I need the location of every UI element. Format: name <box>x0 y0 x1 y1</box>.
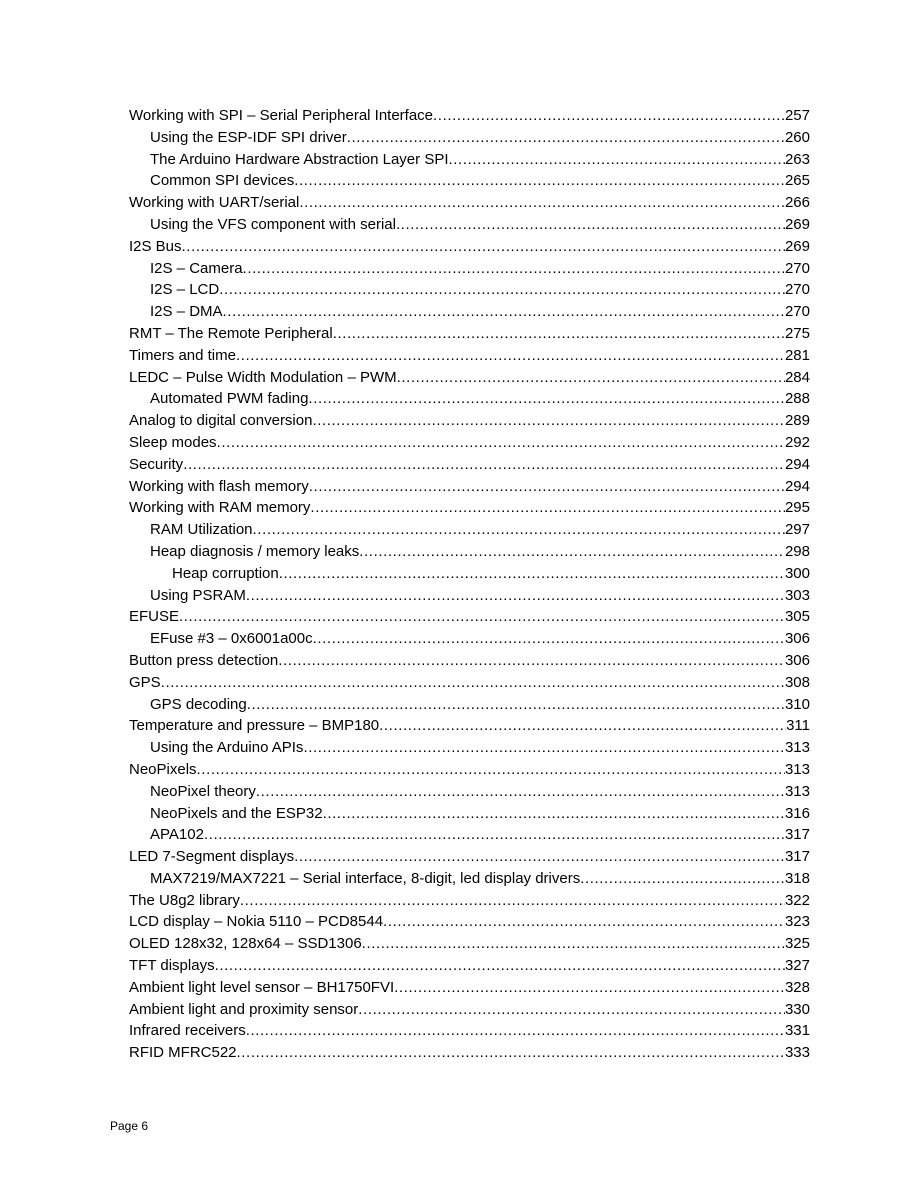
toc-leader-dots <box>197 759 785 781</box>
toc-entry[interactable] <box>129 367 810 389</box>
toc-entry-page: 310 <box>784 695 810 713</box>
toc-entry-title: Working with RAM memory <box>129 499 311 517</box>
toc-leader-dots <box>253 519 785 541</box>
toc-entry[interactable] <box>129 149 810 171</box>
toc-entry-page: 284 <box>784 368 810 386</box>
toc-leader-dots <box>182 236 785 258</box>
toc-entry-title: LCD display – Nokia 5110 – PCD8544 <box>129 913 384 931</box>
toc-entry-title: Using the Arduino APIs <box>150 739 304 757</box>
toc-entry[interactable] <box>129 759 810 781</box>
toc-entry-title: The U8g2 library <box>129 891 240 909</box>
toc-leader-dots <box>246 585 785 607</box>
toc-entry-title: Sleep modes <box>129 433 217 451</box>
toc-entry[interactable] <box>129 519 810 541</box>
toc-entry[interactable] <box>129 737 810 759</box>
toc-entry-title: Heap diagnosis / memory leaks <box>150 542 360 560</box>
toc-entry-title: Working with flash memory <box>129 477 309 495</box>
toc-entry-title: I2S – Camera <box>150 259 243 277</box>
toc-entry-title: Automated PWM fading <box>150 390 309 408</box>
toc-leader-dots <box>347 127 785 149</box>
toc-entry[interactable] <box>129 236 810 258</box>
toc-entry-title: NeoPixels and the ESP32 <box>150 804 323 822</box>
toc-leader-dots <box>433 105 785 127</box>
toc-entry-page: 330 <box>784 1000 810 1018</box>
toc-entry-page: 313 <box>784 782 810 800</box>
toc-entry-page: 318 <box>784 869 810 887</box>
toc-entry-page: 292 <box>784 433 810 451</box>
toc-entry[interactable] <box>129 955 810 977</box>
toc-entry-page: 295 <box>784 499 810 517</box>
toc-entry-page: 263 <box>784 150 810 168</box>
toc-entry-title: LED 7-Segment displays <box>129 848 295 866</box>
toc-entry[interactable] <box>129 585 810 607</box>
toc-entry[interactable] <box>129 999 810 1021</box>
toc-entry-page: 294 <box>784 455 810 473</box>
toc-entry[interactable] <box>129 846 810 868</box>
toc-entry[interactable] <box>129 977 810 999</box>
toc-entry-page: 333 <box>784 1044 810 1062</box>
toc-entry-page: 323 <box>784 913 810 931</box>
toc-entry-title: LEDC – Pulse Width Modulation – PWM <box>129 368 397 386</box>
toc-leader-dots <box>236 345 785 367</box>
toc-entry-page: 313 <box>784 739 810 757</box>
toc-entry-page: 270 <box>784 281 810 299</box>
toc-entry-title: APA102 <box>150 826 204 844</box>
toc-leader-dots <box>223 301 785 323</box>
toc-leader-dots <box>294 170 785 192</box>
toc-entry-page: 270 <box>784 303 810 321</box>
toc-leader-dots <box>310 497 785 519</box>
toc-entry-title: EFUSE <box>129 608 180 626</box>
toc-leader-dots <box>362 933 785 955</box>
toc-leader-dots <box>396 214 785 236</box>
toc-entry-title: Working with UART/serial <box>129 194 300 212</box>
toc-entry-page: 257 <box>784 107 810 124</box>
toc-entry[interactable] <box>129 345 810 367</box>
toc-entry-title: RFID MFRC522 <box>129 1044 237 1062</box>
toc-leader-dots <box>247 694 785 716</box>
toc-leader-dots <box>394 977 785 999</box>
toc-entry[interactable] <box>129 694 810 716</box>
toc-entry[interactable] <box>129 781 810 803</box>
toc-entry-page: 294 <box>784 477 810 495</box>
toc-entry-page: 316 <box>784 804 810 822</box>
toc-entry-title: I2S – LCD <box>150 281 220 299</box>
toc-entry-page: 270 <box>784 259 810 277</box>
toc-entry[interactable] <box>129 650 810 672</box>
toc-leader-dots <box>219 279 785 301</box>
toc-list <box>129 105 810 1064</box>
toc-entry-page: 288 <box>784 390 810 408</box>
toc-entry-title: GPS decoding <box>150 695 247 713</box>
toc-entry-title: I2S Bus <box>129 237 182 255</box>
toc-entry[interactable] <box>129 606 810 628</box>
toc-leader-dots <box>359 541 785 563</box>
toc-entry-title: Using PSRAM <box>150 586 246 604</box>
toc-entry-page: 306 <box>784 651 810 669</box>
toc-entry-title: Analog to digital conversion <box>129 412 313 430</box>
toc-entry[interactable] <box>129 214 810 236</box>
toc-entry[interactable] <box>129 1020 810 1042</box>
toc-entry-page: 311 <box>786 717 810 735</box>
toc-entry-title: OLED 128x32, 128x64 – SSD1306 <box>129 935 362 953</box>
toc-entry[interactable] <box>129 890 810 912</box>
toc-entry-title: EFuse #3 – 0x6001a00c <box>150 630 313 648</box>
toc-entry-title: Using the VFS component with serial <box>150 215 396 233</box>
toc-leader-dots <box>383 911 785 933</box>
toc-leader-dots <box>333 323 785 345</box>
toc-entry[interactable] <box>129 933 810 955</box>
toc-entry-title: Working with SPI – Serial Peripheral Interface <box>129 107 434 124</box>
toc-entry-page: 265 <box>784 172 810 190</box>
toc-entry-title: The Arduino Hardware Abstraction Layer SPI <box>150 150 449 168</box>
toc-entry[interactable] <box>129 301 810 323</box>
toc-entry[interactable] <box>129 323 810 345</box>
toc-leader-dots <box>397 367 785 389</box>
toc-entry[interactable] <box>129 672 810 694</box>
toc-entry[interactable] <box>129 279 810 301</box>
toc-leader-dots <box>278 650 785 672</box>
toc-entry-page: 308 <box>784 673 810 691</box>
toc-entry[interactable] <box>129 628 810 650</box>
toc-entry[interactable] <box>129 476 810 498</box>
toc-leader-dots <box>449 149 785 171</box>
toc-leader-dots <box>215 955 785 977</box>
toc-entry-title: Ambient light and proximity sensor <box>129 1000 359 1018</box>
toc-entry-page: 300 <box>784 564 810 582</box>
toc-entry-page: 306 <box>784 630 810 648</box>
toc-entry-page: 281 <box>784 346 810 364</box>
page-footer: Page 6 <box>110 1119 149 1133</box>
toc-leader-dots <box>161 672 785 694</box>
toc-entry[interactable] <box>129 454 810 476</box>
toc-entry-title: Ambient light level sensor – BH1750FVI <box>129 978 395 996</box>
toc-leader-dots <box>323 803 785 825</box>
toc-entry-page: 313 <box>784 760 810 778</box>
toc-leader-dots <box>183 454 785 476</box>
toc-entry-page: 325 <box>784 935 810 953</box>
toc-entry-page: 269 <box>784 237 810 255</box>
toc-leader-dots <box>358 999 785 1021</box>
toc-leader-dots <box>204 824 785 846</box>
toc-entry[interactable] <box>129 911 810 933</box>
toc-leader-dots <box>246 1020 785 1042</box>
toc-entry-page: 303 <box>784 586 810 604</box>
toc-entry-page: 317 <box>784 826 810 844</box>
toc-entry-title: TFT displays <box>129 957 215 975</box>
toc-entry-title: Heap corruption <box>172 564 279 582</box>
toc-entry-title: GPS <box>129 673 161 691</box>
toc-entry[interactable] <box>129 127 810 149</box>
toc-leader-dots <box>580 868 785 890</box>
toc-leader-dots <box>294 846 785 868</box>
toc-entry-page: 266 <box>784 194 810 212</box>
toc-entry-page: 275 <box>784 324 810 342</box>
toc-entry-page: 331 <box>784 1022 810 1040</box>
toc-entry-title: NeoPixel theory <box>150 782 256 800</box>
toc-entry[interactable] <box>129 105 810 127</box>
toc-entry[interactable] <box>129 410 810 432</box>
toc-leader-dots <box>379 715 786 737</box>
toc-entry[interactable] <box>129 541 810 563</box>
toc-leader-dots <box>309 476 785 498</box>
toc-entry[interactable] <box>129 868 810 890</box>
toc-leader-dots <box>279 563 785 585</box>
toc-entry-page: 289 <box>784 412 810 430</box>
toc-entry[interactable] <box>129 258 810 280</box>
toc-leader-dots <box>237 1042 785 1064</box>
toc-entry-page: 322 <box>784 891 810 909</box>
toc-leader-dots <box>179 606 785 628</box>
toc-entry[interactable] <box>129 432 810 454</box>
toc-entry-page: 269 <box>784 215 810 233</box>
toc-entry-title: Common SPI devices <box>150 172 295 190</box>
toc-entry-page: 327 <box>784 957 810 975</box>
toc-entry-title: Using the ESP-IDF SPI driver <box>150 128 347 146</box>
toc-entry-title: RMT – The Remote Peripheral <box>129 324 333 342</box>
toc-entry-page: 305 <box>784 608 810 626</box>
toc-entry-title: Security <box>129 455 184 473</box>
toc-entry-page: 328 <box>784 978 810 996</box>
toc-leader-dots <box>308 388 785 410</box>
toc-leader-dots <box>313 628 785 650</box>
toc-leader-dots <box>217 432 785 454</box>
toc-entry-title: NeoPixels <box>129 760 197 778</box>
toc-entry[interactable] <box>129 192 810 214</box>
toc-entry[interactable] <box>129 824 810 846</box>
toc-entry-title: RAM Utilization <box>150 521 253 539</box>
toc-entry[interactable] <box>129 497 810 519</box>
toc-entry[interactable] <box>129 803 810 825</box>
toc-entry[interactable] <box>129 1042 810 1064</box>
toc-entry[interactable] <box>129 388 810 410</box>
toc-leader-dots <box>299 192 785 214</box>
toc-entry-page: 317 <box>784 848 810 866</box>
toc-leader-dots <box>303 737 785 759</box>
toc-entry-title: Infrared receivers <box>129 1022 246 1040</box>
toc-entry-title: Timers and time <box>129 346 236 364</box>
toc-entry-title: Temperature and pressure – BMP180 <box>129 717 380 735</box>
toc-entry-page: 260 <box>784 128 810 146</box>
toc-entry[interactable] <box>129 170 810 192</box>
toc-entry[interactable] <box>129 715 810 737</box>
toc-leader-dots <box>256 781 785 803</box>
toc-entry-title: Button press detection <box>129 651 279 669</box>
toc-leader-dots <box>243 258 785 280</box>
toc-leader-dots <box>240 890 785 912</box>
toc-entry-page: 298 <box>784 542 810 560</box>
toc-entry-title: MAX7219/MAX7221 – Serial interface, 8-digit, led display drivers <box>150 869 581 887</box>
toc-entry[interactable] <box>129 563 810 585</box>
toc-entry-page: 297 <box>784 521 810 539</box>
toc-leader-dots <box>312 410 785 432</box>
toc-entry-title: I2S – DMA <box>150 303 223 321</box>
